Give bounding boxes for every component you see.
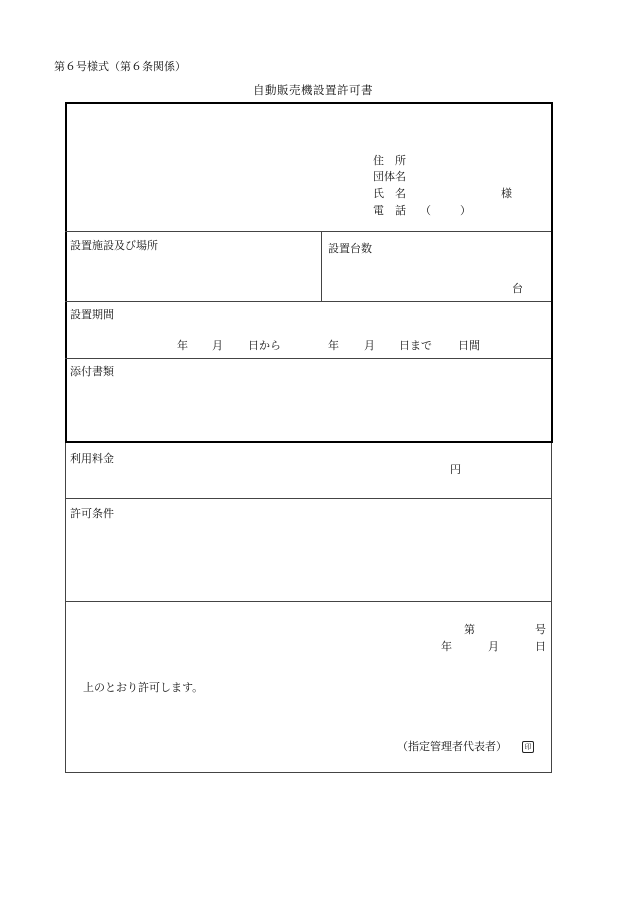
seal-mark: 印 bbox=[522, 741, 534, 753]
units-label: 設置台数 bbox=[328, 242, 372, 255]
issue-month: 月 bbox=[488, 640, 499, 653]
period-days: 日間 bbox=[458, 339, 480, 352]
group-name-label: 団体名 bbox=[373, 170, 406, 183]
period-year-end: 年 bbox=[328, 339, 339, 352]
attachments-label: 添付書類 bbox=[70, 365, 114, 378]
period-label: 設置期間 bbox=[70, 308, 114, 321]
issue-year: 年 bbox=[441, 640, 452, 653]
divider-applicant bbox=[65, 231, 551, 232]
phone-label: 電 話 bbox=[373, 204, 406, 217]
divider-location bbox=[65, 301, 551, 302]
period-day-to: 日まで bbox=[399, 339, 432, 352]
issuer-label: （指定管理者代表者） bbox=[397, 740, 507, 753]
location-label: 設置施設及び場所 bbox=[70, 239, 158, 252]
name-label: 氏 名 bbox=[373, 187, 406, 200]
period-month-end: 月 bbox=[364, 339, 375, 352]
honorific-sama: 様 bbox=[501, 187, 512, 200]
period-year-start: 年 bbox=[177, 339, 188, 352]
permit-form-table bbox=[65, 102, 551, 772]
address-label: 住 所 bbox=[373, 154, 406, 167]
divider-location-units bbox=[321, 231, 322, 301]
divider-conditions bbox=[65, 601, 551, 602]
fee-label: 利用料金 bbox=[70, 452, 114, 465]
permit-number-suffix: 号 bbox=[535, 623, 546, 636]
period-month-start: 月 bbox=[212, 339, 223, 352]
form-number: 第６号様式（第６条関係） bbox=[54, 60, 186, 73]
permit-number-prefix: 第 bbox=[464, 623, 475, 636]
applicant-section-border bbox=[65, 102, 553, 443]
period-day-from: 日から bbox=[248, 339, 281, 352]
issue-day: 日 bbox=[535, 640, 546, 653]
conditions-label: 許可条件 bbox=[70, 507, 114, 520]
units-unit: 台 bbox=[512, 282, 523, 295]
phone-paren-close: ） bbox=[460, 204, 471, 217]
divider-fee bbox=[65, 498, 551, 499]
document-title: 自動販売機設置許可書 bbox=[253, 83, 373, 97]
phone-paren-open: （ bbox=[420, 204, 431, 217]
fee-unit-yen: 円 bbox=[450, 463, 461, 476]
permit-statement: 上のとおり許可します。 bbox=[83, 681, 204, 694]
divider-period bbox=[65, 358, 551, 359]
